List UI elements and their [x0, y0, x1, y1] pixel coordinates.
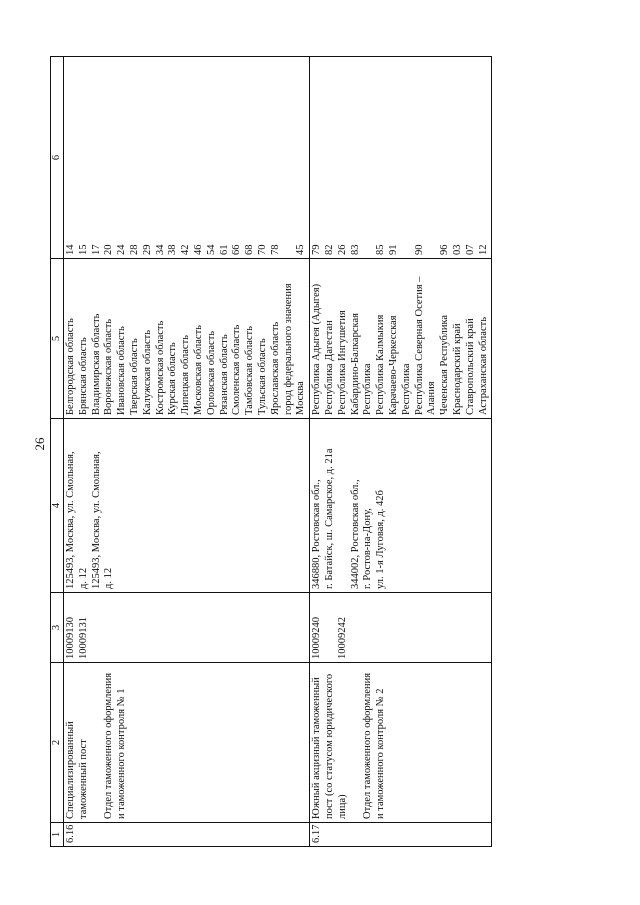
region-code: 14 [65, 244, 76, 255]
region-code: 24 [116, 244, 128, 255]
region-name: Калужская область [141, 329, 153, 415]
region-code: 29 [141, 244, 153, 255]
regions-cell [64, 259, 310, 419]
region-code [283, 60, 296, 255]
region-code: 96 [439, 244, 451, 255]
region-name: Республика [362, 363, 374, 415]
address-line: 125493, Москва, ул. Смольная, [65, 451, 76, 589]
region-code: 66 [231, 244, 243, 255]
region-name: Карачаево-Черкесская [387, 315, 399, 415]
address-line: д. 12 [77, 567, 89, 589]
post-name-line [350, 666, 363, 819]
region-code: 83 [349, 244, 361, 255]
region-name: Краснодарский край [451, 323, 463, 415]
post-name-line: и таможенного контроля № 2 [375, 688, 387, 819]
region-code: 15 [77, 244, 89, 255]
region-code: 90 [413, 244, 425, 255]
post-code: 10009240 [311, 617, 323, 659]
address-line: г. Батайск, ш. Самарское, д. 21а [323, 448, 335, 589]
region-code: 54 [205, 244, 217, 255]
region-code: 20 [103, 244, 115, 255]
column-number: 3 [51, 593, 64, 663]
region-codes-cell [64, 57, 310, 259]
region-name: Чеченская Республика [439, 314, 451, 415]
post-code: 10009242 [336, 617, 348, 659]
post-code: 10009130 [65, 617, 76, 659]
address-cell [310, 419, 492, 593]
customs-table [50, 56, 492, 847]
region-name: Алания [426, 381, 438, 415]
region-code: 12 [477, 244, 489, 255]
region-name: Тверская область [128, 338, 140, 415]
post-name-line: Отдел таможенного оформления [362, 672, 374, 819]
region-code: 17 [90, 244, 102, 255]
region-name: Воронежская область [103, 318, 115, 415]
region-name: Смоленская область [231, 324, 243, 415]
address-line [337, 422, 350, 589]
post-name-line: Специализированный [65, 721, 76, 819]
post-name-line: лица) [336, 794, 348, 819]
region-code [426, 60, 439, 255]
region-name: Республика Адыгея (Адыгея) [311, 283, 323, 415]
row-number: 6.17 [310, 823, 492, 847]
column-number: 1 [51, 823, 64, 847]
region-code: 85 [375, 244, 387, 255]
region-name: Брянская область [77, 337, 89, 415]
region-name: Ставропольский край [464, 318, 476, 415]
post-name-line [91, 666, 104, 819]
column-number: 4 [51, 419, 64, 593]
region-codes-cell [310, 57, 492, 259]
region-code [401, 60, 414, 255]
table-row [310, 57, 492, 847]
post-name-line: пост (со статусом юридического [323, 673, 335, 819]
region-name: Липецкая область [180, 335, 192, 415]
region-code: 38 [167, 244, 179, 255]
region-name: Тульская область [256, 338, 268, 415]
post-name-cell [310, 663, 492, 823]
region-name: Костромская область [154, 320, 166, 415]
region-code: 78 [269, 244, 281, 255]
code-cell [64, 593, 310, 663]
region-code: 68 [244, 244, 256, 255]
region-name: Орловская область [205, 330, 217, 415]
table-row [64, 57, 310, 847]
post-name-line: Отдел таможенного оформления [103, 672, 115, 819]
region-name: Республика Ингушетия [336, 310, 348, 415]
region-code: 91 [387, 244, 399, 255]
region-name: Белгородская область [65, 318, 76, 415]
region-name: Республика [400, 363, 412, 415]
post-code [324, 596, 337, 659]
address-line: 125493, Москва, ул. Смольная, [90, 451, 102, 589]
region-name: Ивановская область [116, 326, 128, 415]
column-number: 5 [51, 259, 64, 419]
region-name: Московская область [192, 325, 204, 415]
region-name: Кабардино-Балкарская [349, 313, 361, 415]
region-code: 03 [451, 244, 463, 255]
region-code: 70 [256, 244, 268, 255]
region-code: 46 [192, 244, 204, 255]
region-name: город федерального значения [282, 283, 294, 415]
region-code: 45 [295, 244, 307, 255]
region-code: 34 [154, 244, 166, 255]
column-number: 6 [51, 57, 64, 259]
post-name-line: и таможенного контроля № 1 [116, 688, 128, 819]
region-name: Астраханская область [477, 317, 489, 415]
region-name: Курская область [167, 342, 179, 415]
region-name: Тамбовская область [244, 326, 256, 415]
region-code [362, 60, 375, 255]
regions-cell [310, 259, 492, 419]
region-name: Республика Дагестан [323, 320, 335, 415]
address-cell [64, 419, 310, 593]
address-line: 344002, Ростовская обл., [349, 479, 361, 589]
address-line: 346880, Ростовская обл., [311, 479, 323, 589]
region-name: Москва [295, 381, 307, 415]
region-name: Ярославская область [269, 321, 281, 415]
code-cell [310, 593, 492, 663]
region-name: Республика Северная Осетия – [413, 276, 425, 415]
address-line: г. Ростов-на-Дону, [362, 508, 374, 589]
region-code: 26 [336, 244, 348, 255]
region-code: 82 [323, 244, 335, 255]
page-number: 26 [32, 437, 47, 451]
post-code: 10009131 [77, 617, 89, 659]
column-number-row [51, 57, 64, 847]
column-number: 2 [51, 663, 64, 823]
region-code: 42 [180, 244, 192, 255]
region-name: Рязанская область [218, 334, 230, 415]
region-code: 61 [218, 244, 230, 255]
post-name-line: таможенный пост [77, 739, 89, 819]
region-code: 79 [311, 244, 323, 255]
rotated-page-content [50, 57, 580, 847]
region-code: 07 [464, 244, 476, 255]
region-name: Республика Калмыкия [375, 314, 387, 415]
post-name-cell [64, 663, 310, 823]
post-name-line: Южный акцизный таможенный [311, 677, 323, 819]
region-name: Владимирская область [90, 313, 102, 415]
address-line: ул. 1-я Луговая, д. 42б [375, 490, 387, 589]
row-number: 6.16 [64, 823, 310, 847]
address-line: д. 12 [103, 567, 115, 589]
region-code: 28 [128, 244, 140, 255]
